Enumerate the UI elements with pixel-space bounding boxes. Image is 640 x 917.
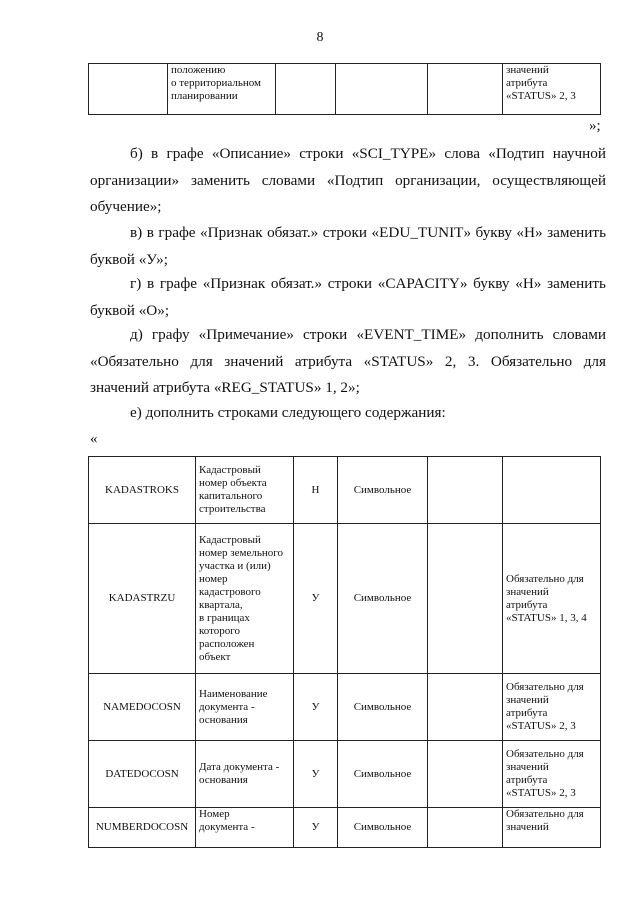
cell-code: KADASTROKS — [89, 457, 196, 524]
cell-description: положению о территориальном планировании — [168, 64, 276, 115]
table-row — [89, 808, 601, 848]
cell-description: Наименование документа - основания — [196, 674, 294, 741]
cell-type: Символьное — [338, 457, 428, 524]
cell-description: Кадастровый номер земельного участка и (или) номер кадастрового квартала, в границах которого расположен объект — [196, 524, 294, 674]
cell-note: значений атрибута «STATUS» 2, 3 — [503, 64, 601, 115]
cell-description: Дата документа - основания — [196, 741, 294, 808]
cell-code: NAMEDOCOSN — [89, 674, 196, 741]
paragraph-d: д) графу «Примечание» строки «EVENT_TIME» дополнить словами «Обязательно для значений атрибута «STATUS» 2, 3. Обязательно для значений атрибута «REG_STATUS» 1, 2»; — [90, 326, 606, 396]
cell-extra — [428, 741, 503, 808]
cell-note: Обязательно для значений — [503, 808, 601, 848]
cell-extra — [428, 457, 503, 524]
cell-mandatory: У — [294, 741, 338, 808]
cell-extra — [428, 674, 503, 741]
closing-quote: »; — [589, 118, 601, 134]
cell-code — [89, 64, 168, 115]
cell-extra — [428, 524, 503, 674]
attributes-table — [88, 456, 601, 848]
cell-code: NUMBERDOCOSN — [89, 808, 196, 848]
cell-type: Символьное — [338, 674, 428, 741]
cell-note — [503, 457, 601, 524]
paragraph-e: е) дополнить строками следующего содержания: — [130, 404, 446, 421]
page-number: 8 — [316, 30, 324, 45]
table-row — [89, 64, 601, 115]
cell-type: Символьное — [338, 808, 428, 848]
cell-type — [336, 64, 428, 115]
cell-mandatory — [276, 64, 336, 115]
table-row — [89, 457, 601, 524]
cell-extra — [428, 808, 503, 848]
paragraph-v: в) в графе «Признак обязат.» строки «EDU_TUNIT» букву «Н» заменить буквой «У»; — [90, 224, 606, 268]
cell-mandatory: Н — [294, 457, 338, 524]
opening-quote: « — [90, 431, 98, 447]
cell-type: Символьное — [338, 741, 428, 808]
top-table-fragment — [88, 63, 601, 115]
cell-mandatory: У — [294, 674, 338, 741]
cell-code: DATEDOCOSN — [89, 741, 196, 808]
table-row — [89, 674, 601, 741]
table-row — [89, 741, 601, 808]
cell-type: Символьное — [338, 524, 428, 674]
paragraph-g: г) в графе «Признак обязат.» строки «CAPACITY» букву «Н» заменить буквой «О»; — [90, 275, 606, 319]
cell-extra — [428, 64, 503, 115]
cell-mandatory: У — [294, 524, 338, 674]
cell-code: KADASTRZU — [89, 524, 196, 674]
cell-note: Обязательно для значений атрибута «STATUS» 1, 3, 4 — [503, 524, 601, 674]
paragraph-b: б) в графе «Описание» строки «SCI_TYPE» слова «Подтип научной организации» заменить словами «Подтип организации, осуществляющей обучение»; — [90, 145, 606, 215]
cell-note: Обязательно для значений атрибута «STATUS» 2, 3 — [503, 674, 601, 741]
cell-description: Кадастровый номер объекта капитального строительства — [196, 457, 294, 524]
cell-description: Номер документа - — [196, 808, 294, 848]
cell-mandatory: У — [294, 808, 338, 848]
table-row — [89, 524, 601, 674]
cell-note: Обязательно для значений атрибута «STATUS» 2, 3 — [503, 741, 601, 808]
